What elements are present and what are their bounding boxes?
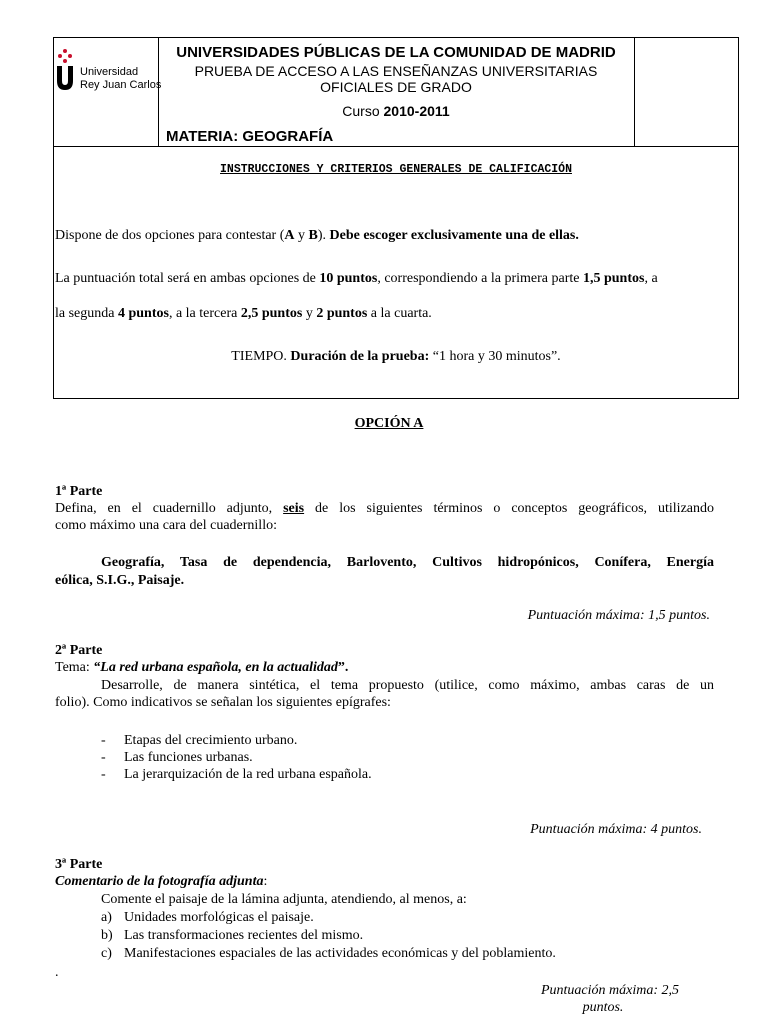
bullet-mark: - (101, 750, 106, 765)
time-label: TIEMPO. (231, 349, 291, 364)
score-text: y (302, 306, 317, 321)
list-item: Las transformaciones recientes del mismo. (124, 928, 364, 943)
course-line (170, 103, 622, 119)
exam-subtitle-line1: PRUEBA DE ACCESO A LAS ENSEÑANZAS UNIVERSITARIAS (194, 63, 598, 79)
score-part1: 1,5 puntos (582, 271, 645, 286)
score-text: , correspondiendo a la primera parte (377, 271, 583, 286)
list-item (101, 733, 106, 749)
part1-heading (55, 484, 102, 500)
list-item: Las funciones urbanas. (124, 750, 253, 765)
part2-topic-title: “La red urbana española, en la actualidad (93, 660, 338, 675)
part3-intro: Comente el paisaje de la lámina adjunta, atendiendo, al menos, a: (101, 892, 467, 907)
part2-desc-line2: folio). Como indicativos se señalan los siguientes epígrafes: (55, 695, 391, 710)
score-text: la segunda (55, 306, 118, 321)
instructions-score-line2 (55, 306, 432, 322)
part3-score-line1 (500, 983, 720, 999)
score-part3: 2,5 puntos (240, 306, 303, 321)
instructions-score-line1 (55, 271, 658, 287)
part2-heading-text: 2ª Parte (55, 643, 103, 658)
exam-subtitle-line2: OFICIALES DE GRADO (320, 79, 472, 95)
instructions-title: INSTRUCCIONES Y CRITERIOS GENERALES DE CALIFICACIÓN (220, 163, 572, 176)
list-item (101, 767, 106, 783)
score-total: 10 puntos (319, 271, 378, 286)
course-years: 2010-2011 (383, 103, 450, 119)
bullet-mark: - (101, 767, 106, 782)
time-duration-label: Duración de la prueba: (290, 349, 430, 364)
part2-desc-line1: Desarrolle, de manera sintética, el tema propuesto (utilice, como máximo, ambas caras de un (101, 678, 714, 693)
part1-count: seis (283, 501, 305, 516)
option-b-letter: B (308, 228, 318, 243)
header-divider-left (158, 37, 159, 147)
options-text: Dispone de dos opciones para contestar ( (55, 228, 285, 243)
score-part4: 2 puntos (316, 306, 368, 321)
university-name (80, 66, 161, 92)
part2-score-text: Puntuación máxima: 4 puntos. (530, 822, 702, 837)
score-text: , a la tercera (168, 306, 241, 321)
part3-subtitle-end: : (263, 874, 268, 889)
option-a-letter: A (284, 228, 295, 243)
university-name-line2: Rey Juan Carlos (80, 79, 162, 91)
part3-heading-text: 3ª Parte (55, 857, 103, 872)
list-item: b) (101, 928, 113, 943)
part1-terms-text: eólica, S.I.G., Paisaje. (55, 573, 185, 588)
part1-text: Defina, en el cuadernillo adjunto, (55, 501, 284, 516)
exam-header-title: UNIVERSIDADES PÚBLICAS DE LA COMUNIDAD DE MADRID (176, 44, 616, 61)
part3-score-text: puntos. (582, 1000, 624, 1015)
list-item: Manifestaciones espaciales de las actividades económicas y del poblamiento. (124, 946, 556, 961)
list-item: c) (101, 946, 112, 961)
score-text: a la cuarta. (367, 306, 432, 321)
option-a-title-text: OPCIÓN A (354, 416, 424, 431)
university-logo-icon (56, 66, 74, 90)
part1-terms-line2 (55, 573, 184, 589)
score-part2: 4 puntos (117, 306, 169, 321)
part2-topic (55, 660, 348, 676)
part2-topic-label: Tema: (55, 660, 94, 675)
part3-heading (55, 857, 102, 873)
part1-score (390, 608, 710, 624)
options-close: ). (317, 228, 330, 243)
list-item: La jerarquización de la red urbana española. (124, 767, 372, 782)
instructions-options (55, 228, 579, 244)
course-label: Curso (342, 103, 384, 119)
exam-header-subtitle (170, 63, 622, 95)
part1-instruction-line1 (55, 501, 714, 517)
list-item: Unidades morfológicas el paisaje. (124, 910, 314, 925)
part3-score-line2 (500, 1000, 706, 1016)
subject-label: MATERIA: GEOGRAFÍA (166, 128, 334, 145)
part1-terms-text: Geografía, Tasa de dependencia, Barlovento, Cultivos hidropónicos, Conífera, Energía (101, 555, 714, 570)
part3-subtitle-text: Comentario de la fotografía adjunta (55, 874, 264, 889)
score-text: , a (644, 271, 658, 286)
option-a-title (0, 416, 768, 432)
part2-score (380, 822, 702, 838)
bullet-mark: - (101, 733, 106, 748)
part1-score-text: Puntuación máxima: 1,5 puntos. (527, 608, 710, 623)
crown-logo-icon (57, 48, 73, 64)
part2-topic-end: ”. (337, 660, 349, 675)
part2-heading (55, 643, 102, 659)
part3-score-text: Puntuación máxima: 2,5 (540, 983, 680, 998)
time-duration-value: “1 hora y 30 minutos”. (429, 349, 561, 364)
list-item: a) (101, 910, 112, 925)
options-and: y (294, 228, 309, 243)
header-divider-right (634, 37, 635, 147)
list-item: Etapas del crecimiento urbano. (124, 733, 298, 748)
part1-text: de los siguientes términos o conceptos geográficos, utilizando (304, 501, 714, 516)
options-rule: Debe escoger exclusivamente una de ellas. (329, 228, 579, 243)
score-text: La puntuación total será en ambas opciones de (55, 271, 320, 286)
part3-subtitle (55, 874, 267, 890)
stray-mark: . (55, 965, 59, 980)
part1-terms-line1 (101, 555, 714, 571)
university-name-line1: Universidad (80, 66, 139, 78)
part1-instruction-line2: como máximo una cara del cuadernillo: (55, 518, 277, 533)
part1-heading-text: 1ª Parte (55, 484, 103, 499)
instructions-time (53, 349, 739, 365)
list-item (101, 750, 106, 766)
